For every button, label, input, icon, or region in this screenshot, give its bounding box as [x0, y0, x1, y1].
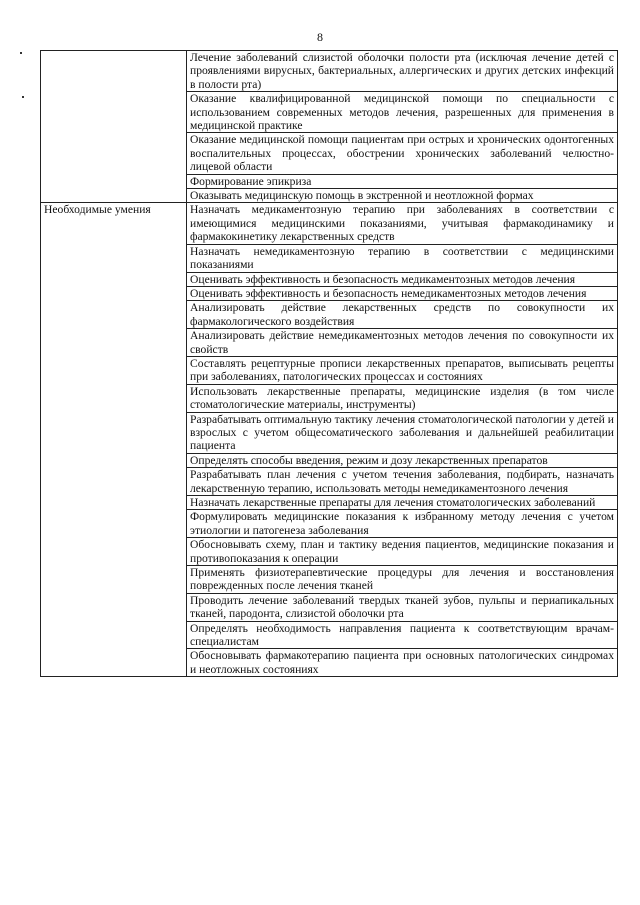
table-cell: Разрабатывать план лечения с учетом течения заболевания, подбирать, назначать лекарственную терапию, использовать методы немедикаментозного лечения	[187, 468, 618, 496]
table-cell: Назначать немедикаментозную терапию в соответствии с медицинскими показаниями	[187, 244, 618, 272]
table-cell: Лечение заболеваний слизистой оболочки полости рта (исключая лечение детей с проявлениями вирусных, бактериальных, аллергических и других детских инфекций в полости рта)	[187, 51, 618, 92]
table-cell: Обосновывать схему, план и тактику ведения пациентов, медицинские показания и противопоказания к операции	[187, 538, 618, 566]
table-cell: Формирование эпикриза	[187, 174, 618, 188]
table-cell: Оценивать эффективность и безопасность медикаментозных методов лечения	[187, 272, 618, 286]
row-label	[41, 51, 187, 203]
table-cell: Оказание квалифицированной медицинской помощи по специальности с использованием современных методов лечения, разрешенных для применения в медицинской практике	[187, 92, 618, 133]
table-cell: Оказание медицинской помощи пациентам при острых и хронических одонтогенных воспалительных процессах, обострении хронических заболеваний челюстно-лицевой области	[187, 133, 618, 174]
table-cell: Назначать лекарственные препараты для лечения стоматологических заболеваний	[187, 496, 618, 510]
table-cell: Разрабатывать оптимальную тактику лечения стоматологической патологии у детей и взрослых с учетом общесоматического заболевания и дальнейшей реабилитации пациента	[187, 412, 618, 453]
scan-speck	[22, 96, 24, 98]
table-cell: Определять необходимость направления пациента к соответствующим врачам-специалистам	[187, 621, 618, 649]
table-row	[41, 51, 618, 92]
table-cell: Оценивать эффективность и безопасность немедикаментозных методов лечения	[187, 286, 618, 300]
table-cell: Использовать лекарственные препараты, медицинские изделия (в том числе стоматологические материалы, инструменты)	[187, 384, 618, 412]
table-cell: Оказывать медицинскую помощь в экстренной и неотложной формах	[187, 189, 618, 203]
table-cell: Определять способы введения, режим и дозу лекарственных препаратов	[187, 453, 618, 467]
table-cell: Назначать медикаментозную терапию при заболеваниях в соответствии с имеющимися медицинскими показаниями, учитывая фармакодинамику и фармакокинетику лекарственных средств	[187, 203, 618, 244]
table-cell: Обосновывать фармакотерапию пациента при основных патологических синдромах и неотложных состояниях	[187, 649, 618, 677]
table-cell: Проводить лечение заболеваний твердых тканей зубов, пульпы и периапикальных тканей, пародонта, слизистой оболочки рта	[187, 593, 618, 621]
table-cell: Формулировать медицинские показания к избранному методу лечения с учетом этиологии и патогенеза заболевания	[187, 510, 618, 538]
table-cell: Анализировать действие немедикаментозных методов лечения по совокупности их свойств	[187, 329, 618, 357]
table-cell: Анализировать действие лекарственных средств по совокупности их фармакологического воздействия	[187, 301, 618, 329]
table-row	[41, 203, 618, 244]
row-label-required-skills: Необходимые умения	[41, 203, 187, 677]
competencies-table	[40, 50, 618, 677]
page-number: 8	[317, 30, 323, 44]
scan-speck	[20, 52, 22, 54]
table-cell: Составлять рецептурные прописи лекарственных препаратов, выписывать рецепты при заболеваниях, патологических процессах и состояниях	[187, 356, 618, 384]
table-cell: Применять физиотерапевтические процедуры для лечения и восстановления поврежденных после лечения тканей	[187, 566, 618, 594]
